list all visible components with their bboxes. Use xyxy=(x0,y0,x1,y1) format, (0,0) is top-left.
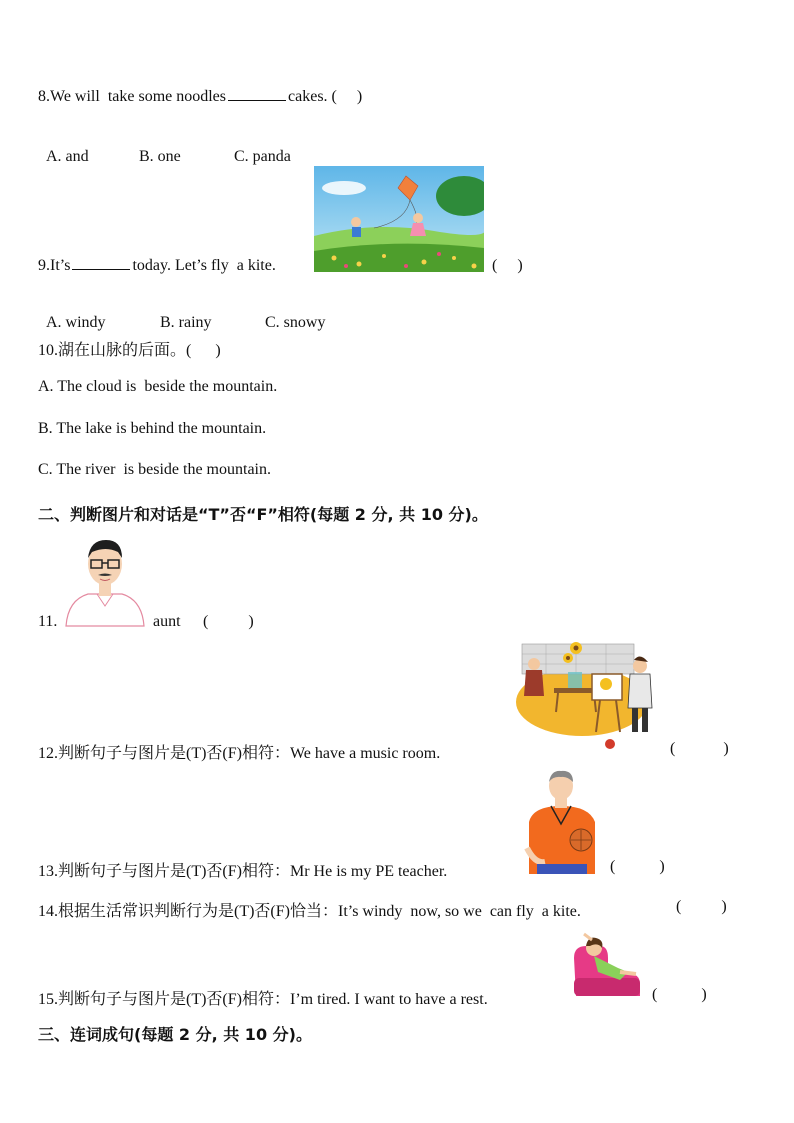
q9-option-c[interactable]: C. snowy xyxy=(265,314,326,331)
kite-flying-image xyxy=(314,166,484,272)
q9-options xyxy=(38,296,325,332)
q9-blank[interactable] xyxy=(72,268,130,270)
q12-answer-paren[interactable]: ( ) xyxy=(670,740,729,757)
q15-text: 15.判断句子与图片是(T)否(F)相符：I’m tired. I want to have a rest. xyxy=(38,991,488,1008)
q9-stem-b: today. Let’s fly a kite. xyxy=(132,257,276,274)
q13-answer-paren[interactable]: ( ) xyxy=(610,858,665,875)
q10-option-a[interactable]: A. The cloud is beside the mountain. xyxy=(38,378,278,395)
q8-option-b[interactable]: B. one xyxy=(139,148,181,165)
q9-answer-paren[interactable]: ( ) xyxy=(492,257,523,274)
q9-stem xyxy=(38,257,276,275)
man-with-glasses-image xyxy=(62,534,148,630)
q14-answer-paren[interactable]: ( ) xyxy=(676,898,727,915)
q9-stem-a: 9.It’s xyxy=(38,257,71,274)
q8-option-a[interactable]: A. and xyxy=(46,148,89,165)
q12-text: 12.判断句子与图片是(T)否(F)相符：We have a music room. xyxy=(38,745,441,762)
q10-option-b[interactable]: B. The lake is behind the mountain. xyxy=(38,420,267,437)
resting-girl-image xyxy=(570,928,644,1000)
q14-text: 14.根据生活常识判断行为是(T)否(F)恰当：It’s windy now, so we can fly a kite. xyxy=(38,903,581,920)
q11-word: aunt xyxy=(153,613,181,630)
q8-stem xyxy=(38,88,362,106)
q8-stem-b: cakes. ( xyxy=(288,88,337,105)
q9-option-b[interactable]: B. rainy xyxy=(160,314,212,331)
q10-option-c[interactable]: C. The river is beside the mountain. xyxy=(38,461,271,478)
q8-paren-close: ) xyxy=(356,88,363,105)
section-3-heading: 三、连词成句(每题 2 分, 共 10 分)。 xyxy=(38,1025,312,1044)
q8-blank[interactable] xyxy=(228,99,286,101)
q8-options xyxy=(38,130,291,166)
q9-option-a[interactable]: A. windy xyxy=(46,314,106,331)
q8-option-c[interactable]: C. panda xyxy=(234,148,291,165)
section-2-heading: 二、判断图片和对话是“T”否“F”相符(每题 2 分, 共 10 分)。 xyxy=(38,505,488,524)
q15-answer-paren[interactable]: ( ) xyxy=(652,986,707,1003)
q11-answer-paren[interactable]: ( ) xyxy=(203,613,254,630)
pe-teacher-image xyxy=(523,768,601,874)
q11-number: 11. xyxy=(38,613,58,630)
q10-stem: 10.湖在山脉的后面。( ) xyxy=(38,342,221,359)
art-room-image xyxy=(516,636,662,756)
q13-text: 13.判断句子与图片是(T)否(F)相符：Mr He is my PE teacher. xyxy=(38,863,448,880)
q8-stem-a: 8.We will take some noodles xyxy=(38,88,227,105)
